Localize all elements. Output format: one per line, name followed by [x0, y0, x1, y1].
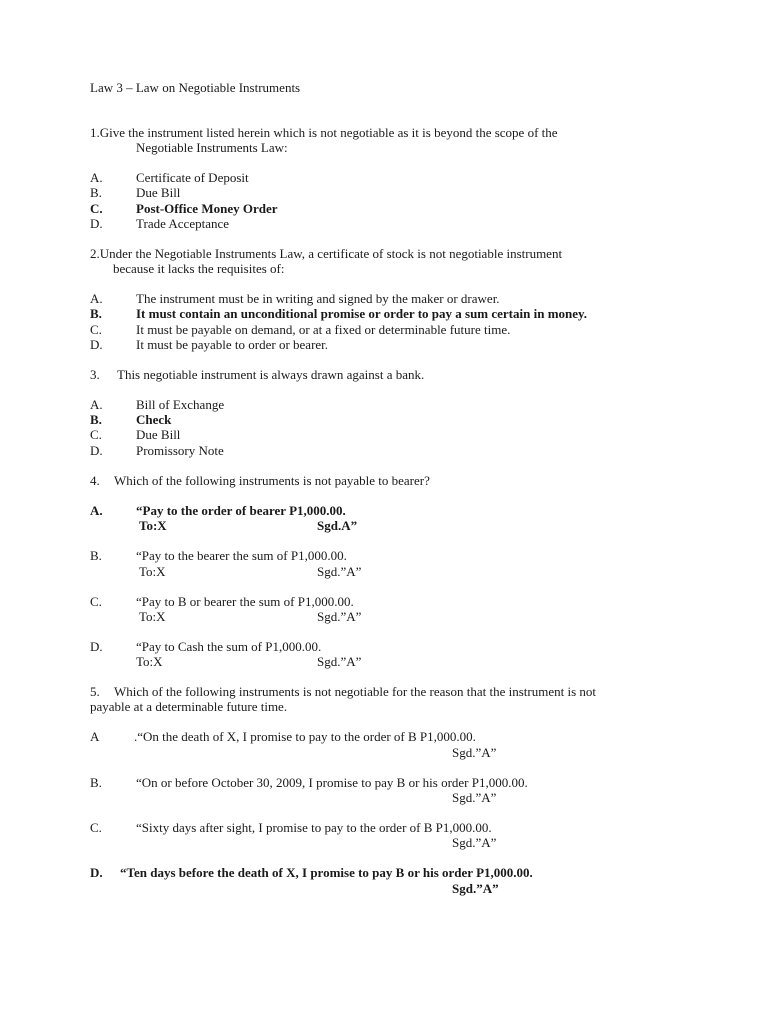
- q4-answer-to: To:X: [139, 518, 167, 533]
- q3-option-text: Bill of Exchange: [136, 397, 225, 412]
- q4-option-sgd: Sgd.”A”: [317, 654, 362, 669]
- question-4-number: 4.: [90, 473, 100, 488]
- q4-option-to: To:X: [139, 564, 166, 579]
- question-2-stem: 2.Under the Negotiable Instruments Law, a certificate of stock is not negotiable instrument: [90, 246, 563, 261]
- q3-option-letter: A.: [90, 397, 103, 412]
- q3-option-letter: C.: [90, 427, 102, 442]
- question-5-stem: Which of the following instruments is not negotiable for the reason that the instrument is not: [114, 684, 596, 699]
- q4-option-letter: B.: [90, 548, 102, 563]
- q5-option-sgd: Sgd.”A”: [452, 790, 497, 805]
- q2-option-letter: A.: [90, 291, 103, 306]
- question-1-stem: 1.Give the instrument listed herein which is not negotiable as it is beyond the scope of the: [90, 125, 558, 140]
- q2-option-text: It must be payable on demand, or at a fixed or determinable future time.: [136, 322, 511, 337]
- q4-answer-sgd: Sgd.A”: [317, 518, 358, 533]
- q5-option-letter: B.: [90, 775, 102, 790]
- q2-option-text: The instrument must be in writing and signed by the maker or drawer.: [136, 291, 500, 306]
- question-5-number: 5.: [90, 684, 100, 699]
- question-1-stem-cont: Negotiable Instruments Law:: [136, 140, 288, 155]
- q4-option-to: To:X: [136, 654, 163, 669]
- q3-option-letter: D.: [90, 443, 103, 458]
- q4-option-text: “Pay to the bearer the sum of P1,000.00.: [136, 548, 347, 563]
- q5-answer-letter: D.: [90, 865, 103, 880]
- q4-option-text: “Pay to Cash the sum of P1,000.00.: [136, 639, 322, 654]
- q3-option-text: Promissory Note: [136, 443, 224, 458]
- q4-answer-text: “Pay to the order of bearer P1,000.00.: [136, 503, 346, 518]
- q1-option-letter: B.: [90, 185, 102, 200]
- q4-answer-letter: A.: [90, 503, 103, 518]
- q2-option-text: It must be payable to order or bearer.: [136, 337, 329, 352]
- q4-option-sgd: Sgd.”A”: [317, 564, 362, 579]
- q3-answer-letter: B.: [90, 412, 102, 427]
- q5-option-text: “On or before October 30, 2009, I promise to pay B or his order P1,000.00.: [136, 775, 528, 790]
- q4-option-letter: D.: [90, 639, 103, 654]
- q2-answer-letter: B.: [90, 306, 102, 321]
- q1-option-text: Trade Acceptance: [136, 216, 230, 231]
- q4-option-to: To:X: [139, 609, 166, 624]
- q4-option-text: “Pay to B or bearer the sum of P1,000.00.: [136, 594, 354, 609]
- q5-option-text: “Sixty days after sight, I promise to pay to the order of B P1,000.00.: [136, 820, 492, 835]
- q5-option-letter: A: [90, 729, 100, 744]
- question-3-stem: This negotiable instrument is always drawn against a bank.: [117, 367, 425, 382]
- q1-option-letter: A.: [90, 170, 103, 185]
- q1-option-text: Certificate of Deposit: [136, 170, 249, 185]
- q1-answer-text: Post-Office Money Order: [136, 201, 278, 216]
- q5-option-sgd: Sgd.”A”: [452, 745, 497, 760]
- q3-answer-text: Check: [136, 412, 172, 427]
- question-2-stem-cont: because it lacks the requisites of:: [113, 261, 285, 276]
- q2-option-letter: D.: [90, 337, 103, 352]
- q4-option-letter: C.: [90, 594, 102, 609]
- q1-option-text: Due Bill: [136, 185, 181, 200]
- q5-answer-sgd: Sgd.”A”: [452, 881, 499, 896]
- question-3-number: 3.: [90, 367, 100, 382]
- q5-option-letter: C.: [90, 820, 102, 835]
- q5-answer-text: “Ten days before the death of X, I promise to pay B or his order P1,000.00.: [120, 865, 533, 880]
- q5-option-sgd: Sgd.”A”: [452, 835, 497, 850]
- question-5-stem-cont: payable at a determinable future time.: [90, 699, 288, 714]
- question-4-stem: Which of the following instruments is not payable to bearer?: [114, 473, 430, 488]
- q2-answer-text: It must contain an unconditional promise or order to pay a sum certain in money.: [136, 306, 588, 321]
- q1-option-letter: D.: [90, 216, 103, 231]
- q3-option-text: Due Bill: [136, 427, 181, 442]
- q2-option-letter: C.: [90, 322, 102, 337]
- document-title: Law 3 – Law on Negotiable Instruments: [90, 80, 301, 95]
- q1-answer-letter: C.: [90, 201, 103, 216]
- q4-option-sgd: Sgd.”A”: [317, 609, 362, 624]
- q5-option-text: .“On the death of X, I promise to pay to the order of B P1,000.00.: [134, 729, 476, 744]
